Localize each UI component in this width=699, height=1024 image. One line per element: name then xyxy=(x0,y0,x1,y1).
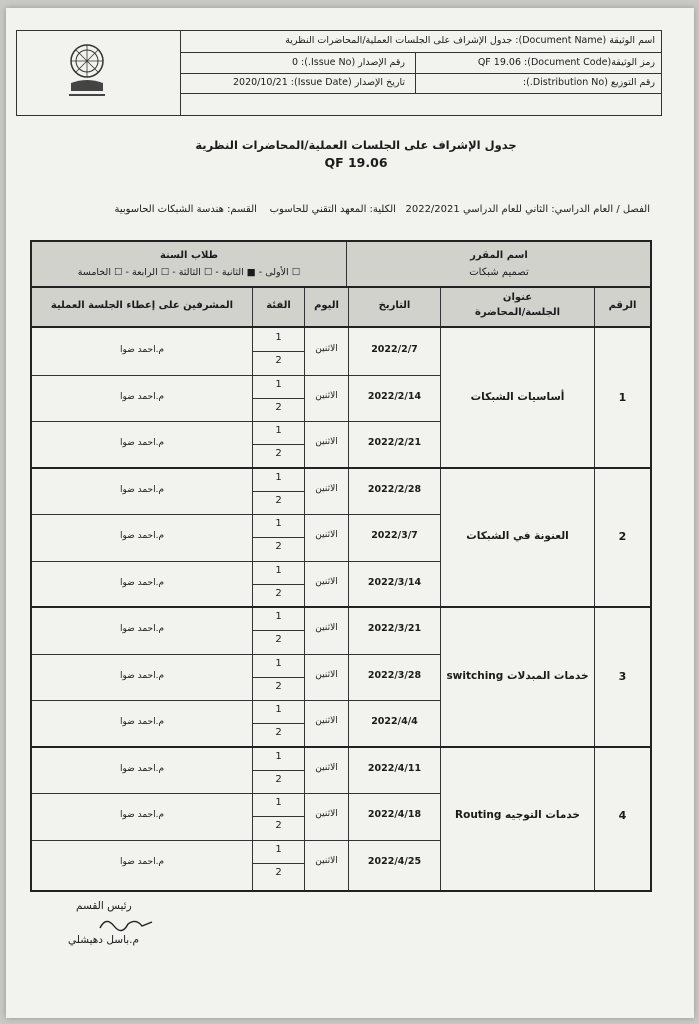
students-year-label: طلاب السنة xyxy=(159,250,219,261)
session-day: الاثنين xyxy=(315,669,338,680)
session-number: 4 xyxy=(618,809,627,823)
col-title-header-1: عنوان xyxy=(502,292,533,303)
session-date: 2022/2/7 xyxy=(371,344,418,356)
group-1: 1 xyxy=(275,750,282,762)
session-date: 2022/3/7 xyxy=(371,530,418,542)
session-date: 2022/2/28 xyxy=(367,483,422,495)
col-date-header: التاريخ xyxy=(378,300,411,311)
group-1: 1 xyxy=(275,611,282,622)
group-1: 1 xyxy=(275,378,282,390)
session-date: 2022/4/18 xyxy=(367,809,422,821)
group-2: 2 xyxy=(275,727,282,739)
group-2: 2 xyxy=(275,355,282,367)
session-date: 2022/2/14 xyxy=(367,390,422,402)
group-1: 1 xyxy=(275,332,282,343)
session-supervisor: م.احمد ضوا xyxy=(119,438,165,449)
group-1: 1 xyxy=(275,704,282,715)
session-title: خدمات التوجيه Routing xyxy=(455,809,580,822)
session-supervisor: م.احمد ضوا xyxy=(119,345,165,356)
session-date: 2022/4/25 xyxy=(367,855,422,867)
session-supervisor: م.احمد ضوا xyxy=(119,484,165,495)
college-info: الكلية: المعهد التقني للحاسوب xyxy=(269,204,396,215)
col-number-header: الرقم xyxy=(608,300,637,311)
session-date: 2022/3/28 xyxy=(367,669,422,681)
session-day: الاثنين xyxy=(315,855,338,866)
session-date: 2022/3/14 xyxy=(367,576,422,588)
group-1: 1 xyxy=(275,471,282,483)
session-number: 1 xyxy=(618,390,627,404)
semester-info: الفصل / العام الدراسي: الثاني للعام الدراسي 2022/2021 xyxy=(405,204,650,215)
doc-code: رمز الوثيقة(Document Code): QF 19.06 xyxy=(477,57,655,68)
session-date: 2022/3/21 xyxy=(367,623,422,635)
document-header-box xyxy=(16,30,662,116)
group-2: 2 xyxy=(275,773,282,785)
group-2: 2 xyxy=(275,448,282,460)
session-supervisor: م.احمد ضوا xyxy=(119,391,165,402)
group-2: 2 xyxy=(275,541,282,553)
group-2: 2 xyxy=(275,401,282,413)
session-day: الاثنين xyxy=(315,483,338,494)
session-supervisor: م.احمد ضوا xyxy=(119,577,165,588)
col-day-header: اليوم xyxy=(314,300,339,311)
session-number: 3 xyxy=(618,669,627,683)
session-supervisor: م.احمد ضوا xyxy=(119,856,165,867)
session-day: الاثنين xyxy=(315,530,338,541)
page-title: جدول الإشراف على الجلسات العملية/المحاضرات النظرية xyxy=(195,138,517,152)
session-day: الاثنين xyxy=(315,623,338,634)
department-info: القسم: هندسة الشبكات الحاسوبية xyxy=(114,204,257,215)
course-info-line xyxy=(90,204,650,215)
group-1: 1 xyxy=(275,657,282,669)
group-2: 2 xyxy=(275,680,282,692)
group-1: 1 xyxy=(275,425,282,436)
session-day: الاثنين xyxy=(315,716,338,727)
session-number: 2 xyxy=(618,530,627,544)
signature-icon xyxy=(96,914,156,934)
group-2: 2 xyxy=(275,494,282,506)
session-title: العنونة في الشبكات xyxy=(466,530,569,543)
issue-no: رقم الإصدار (Issue No.): 0 xyxy=(291,57,405,68)
group-2: 2 xyxy=(275,820,282,832)
session-supervisor: م.احمد ضوا xyxy=(119,624,165,635)
head-of-department-name: م.باسل دهيشلي xyxy=(68,934,140,946)
col-group-header: الفئة xyxy=(266,300,291,311)
group-2: 2 xyxy=(275,587,282,599)
session-day: الاثنين xyxy=(315,437,338,448)
session-title: أساسيات الشبكات xyxy=(470,390,565,403)
distribution-no: رقم التوزيع (Distribution No.): xyxy=(522,77,655,88)
session-day: الاثنين xyxy=(315,344,338,355)
session-day: الاثنين xyxy=(315,390,338,401)
session-supervisor: م.احمد ضوا xyxy=(119,531,165,542)
form-code-title: QF 19.06 xyxy=(324,155,388,170)
group-1: 1 xyxy=(275,843,282,855)
session-supervisor: م.احمد ضوا xyxy=(119,670,165,681)
col-supervisors-header: المشرفين على إعطاء الجلسة العملية xyxy=(50,300,234,311)
session-date: 2022/4/4 xyxy=(371,716,418,728)
course-name-label: اسم المقرر xyxy=(470,250,528,261)
group-1: 1 xyxy=(275,564,282,576)
session-day: الاثنين xyxy=(315,576,338,587)
session-date: 2022/2/21 xyxy=(367,437,422,449)
session-day: الاثنين xyxy=(315,762,338,773)
issue-date: تاريخ الإصدار (Issue Date): 2020/10/21 xyxy=(233,77,405,88)
col-title-header-2: الجلسة/المحاضرة xyxy=(475,307,560,318)
session-supervisor: م.احمد ضوا xyxy=(119,763,165,774)
session-day: الاثنين xyxy=(315,809,338,820)
group-1: 1 xyxy=(275,797,282,808)
session-title: خدمات المبدلات switching xyxy=(446,669,589,682)
university-logo-icon xyxy=(65,41,109,101)
session-supervisor: م.احمد ضوا xyxy=(119,717,165,728)
course-name-value: تصميم شبكات xyxy=(469,267,529,278)
students-year-options: ☐ الأولى - ■ الثانية - ☐ الثالثة - ☐ الرابعة - ☐ الخامسة xyxy=(77,267,301,278)
group-1: 1 xyxy=(275,518,282,529)
doc-name: اسم الوثيقة (Document Name): جدول الإشراف على الجلسات العملية/المحاضرات النظرية xyxy=(285,35,655,46)
supervision-table xyxy=(30,240,652,892)
head-of-department-label: رئيس القسم xyxy=(76,900,132,912)
group-2: 2 xyxy=(275,634,282,646)
group-2: 2 xyxy=(275,866,282,878)
document-page xyxy=(6,8,694,1018)
session-date: 2022/4/11 xyxy=(367,762,422,774)
session-supervisor: م.احمد ضوا xyxy=(119,810,165,821)
